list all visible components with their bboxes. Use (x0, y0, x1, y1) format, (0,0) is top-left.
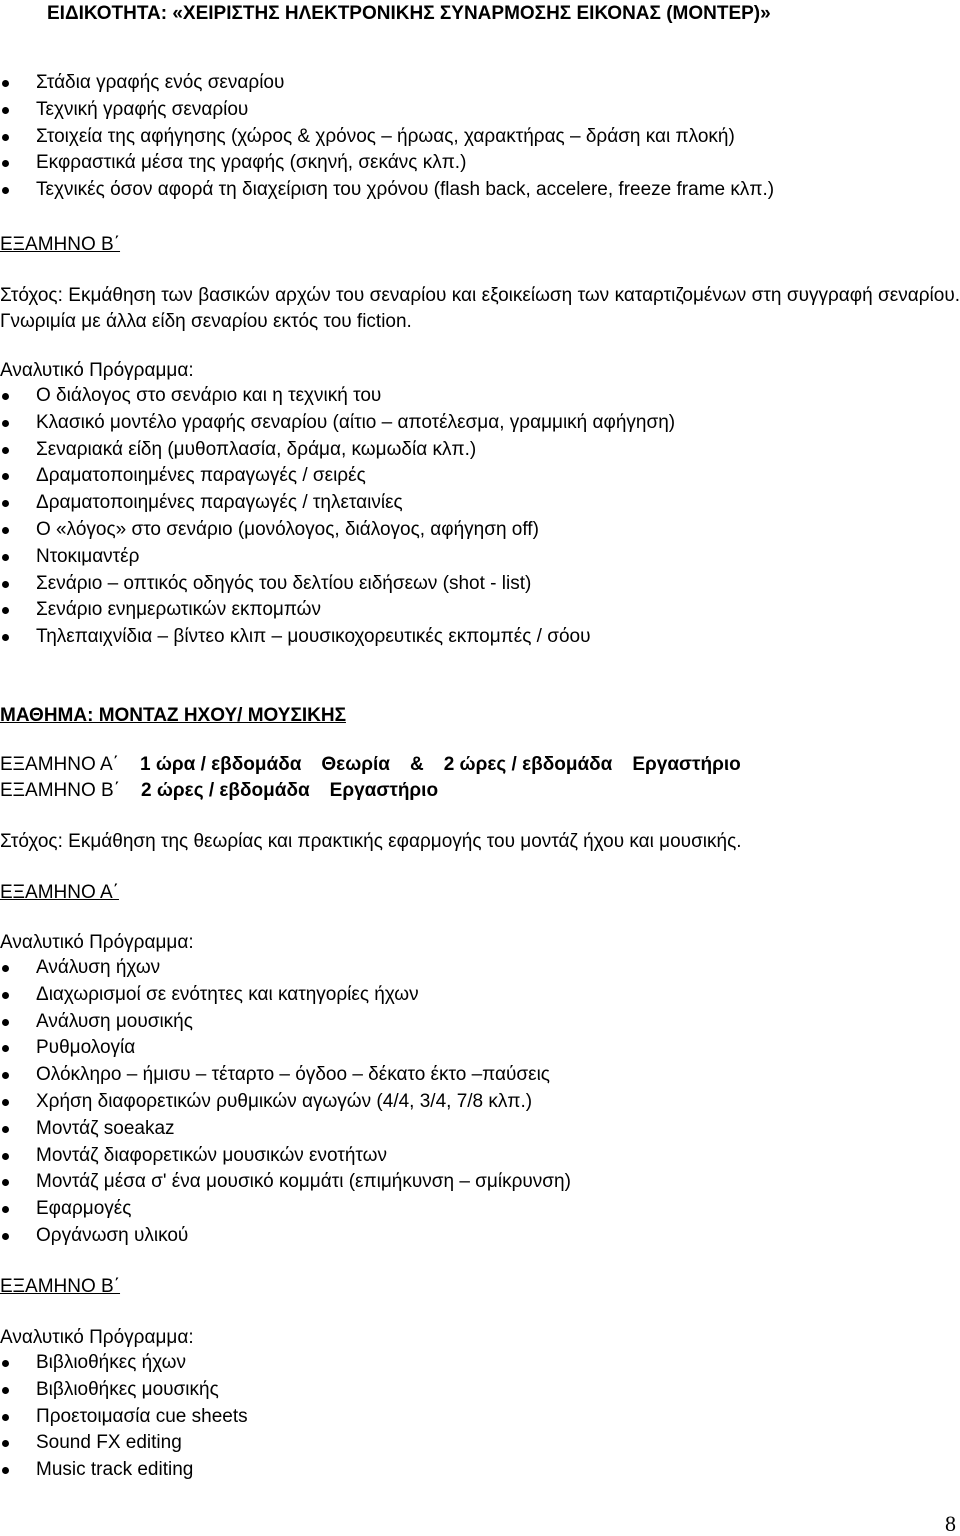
bullet-icon (2, 1440, 9, 1447)
list-item-text: Σεναριακά είδη (μυθοπλασία, δράμα, κωμωδία κλπ.) (36, 438, 477, 460)
list-item (0, 1223, 571, 1250)
bullet-icon (2, 1467, 9, 1474)
list-item-text: Ανάλυση ήχων (36, 957, 161, 978)
list-item-text: Διαχωρισμοί σε ενότητες και κατηγορίες ήχων (36, 983, 419, 1005)
list-item (0, 982, 571, 1009)
list-item-text: Μοντάζ διαφορετικών μουσικών ενοτήτων (36, 1144, 387, 1166)
list-item-text: Χρήση διαφορετικών ρυθμικών αγωγών (4/4, 3/4, 7/8 κλπ.) (36, 1090, 533, 1112)
list-item (0, 1062, 571, 1089)
list-item-text: Ντοκιμαντέρ (36, 545, 140, 567)
program-label: Αναλυτικό Πρόγραμμα: (0, 1327, 194, 1348)
ampersand: & (409, 754, 424, 775)
bullet-icon (2, 1099, 9, 1106)
bullet-icon (2, 1206, 9, 1213)
bullet-icon (2, 134, 9, 141)
list-item (0, 597, 675, 624)
list-item (0, 544, 675, 571)
list-item (0, 437, 675, 464)
bullet-icon (2, 1019, 9, 1026)
goal-label: Στόχος: (0, 831, 63, 852)
list-item (0, 1143, 571, 1170)
course-goal (0, 828, 742, 855)
list-item (0, 463, 675, 490)
sound-program-b-list (0, 1350, 248, 1484)
list-item-text: Μοντάζ soeakaz (36, 1117, 175, 1139)
sound-program-a-list (0, 955, 571, 1250)
list-item (0, 70, 774, 97)
list-item (0, 1035, 571, 1062)
list-item-text: Δραματοποιημένες παραγωγές / σειρές (36, 465, 366, 487)
bullet-icon (2, 527, 9, 534)
list-item-text: Τηλεπαιχνίδια – βίντεο κλιπ – μουσικοχορευτικές εκπομπές / σόου (36, 626, 591, 648)
bullet-icon (2, 607, 9, 614)
list-item (0, 410, 675, 437)
semester-b-heading: ΕΞΑΜΗΝΟ Β΄ (0, 1276, 121, 1297)
list-item-text: Ο διάλογος στο σενάριο και η τεχνική του (36, 385, 382, 406)
list-item-text: Ολόκληρο – ήμισυ – τέταρτο – όγδοο – δέκατο έκτο –παύσεις (36, 1064, 550, 1086)
list-item (0, 955, 571, 982)
list-item (0, 1350, 248, 1377)
list-item-text: Εκφραστικά μέσα της γραφής (σκηνή, σεκάνς κλπ.) (36, 152, 467, 174)
list-item (0, 1196, 571, 1223)
bullet-icon (2, 1153, 9, 1160)
list-item (0, 150, 774, 177)
list-item-text: Βιβλιοθήκες ήχων (36, 1352, 187, 1373)
bullet-icon (2, 1414, 9, 1421)
list-item (0, 1009, 571, 1036)
list-item-text: Sound FX editing (36, 1432, 182, 1454)
program-label: Αναλυτικό Πρόγραμμα: (0, 360, 194, 381)
list-item-text: Ρυθμολογία (36, 1037, 136, 1059)
goal-text: Εκμάθηση της θεωρίας και πρακτικής εφαρμογής του μοντάζ ήχου και μουσικής. (62, 831, 742, 852)
list-item (0, 177, 774, 204)
lab-label: Εργαστήριο (632, 754, 741, 775)
bullet-icon (2, 107, 9, 114)
semester-b-hours-row (0, 777, 438, 804)
list-item-text: Ο «λόγος» στο σενάριο (μονόλογος, διάλογος, αφήγηση off) (36, 518, 539, 540)
goal-label: Στόχος: (0, 285, 63, 306)
course-title: ΜΑΘΗΜΑ: ΜΟΝΤΑΖ ΗΧΟΥ/ ΜΟΥΣΙΚΗΣ (0, 705, 346, 726)
bullet-icon (2, 581, 9, 588)
list-item (0, 97, 774, 124)
list-item (0, 517, 675, 544)
list-item (0, 1377, 248, 1404)
semester-a-heading: ΕΞΑΜΗΝΟ Α΄ (0, 882, 119, 903)
bullet-icon (2, 554, 9, 561)
list-item-text: Σενάριο ενημερωτικών εκπομπών (36, 599, 322, 621)
list-item (0, 1116, 571, 1143)
bullet-icon (2, 1179, 9, 1186)
bullet-icon (2, 393, 9, 400)
semester-a-hours-theory: 1 ώρα / εβδομάδα (139, 754, 302, 775)
semester-b-heading: ΕΞΑΜΗΝΟ Β΄ (0, 234, 121, 255)
semester-a-hours-lab: 2 ώρες / εβδομάδα (443, 754, 613, 775)
page-header: ΕΙΔΙΚΟΤΗΤΑ: «ΧΕΙΡΙΣΤΗΣ ΗΛΕΚΤΡΟΝΙΚΗΣ ΣΥΝΑΡΜΟΣΗΣ ΕΙΚΟΝΑΣ (ΜΟΝΤΕΡ)» (47, 3, 771, 24)
list-item-text: Στοιχεία της αφήγησης (χώρος & χρόνος – ήρωας, χαρακτήρας – δράση και πλοκή) (36, 125, 735, 147)
list-item-text: Δραματοποιημένες παραγωγές / τηλεταινίες (36, 492, 403, 514)
bullet-icon (2, 80, 9, 87)
bullet-icon (2, 187, 9, 194)
list-item-text: Οργάνωση υλικού (36, 1224, 189, 1246)
list-item (0, 1169, 571, 1196)
screenplay-topics-list (0, 70, 774, 204)
list-item (0, 571, 675, 598)
bullet-icon (2, 1387, 9, 1394)
bullet-icon (2, 420, 9, 427)
semester-b-goal (0, 283, 960, 335)
list-item-text: Ανάλυση μουσικής (36, 1010, 193, 1032)
list-item-text: Εφαρμογές (36, 1198, 132, 1220)
list-item (0, 124, 774, 151)
bullet-icon (2, 1360, 9, 1367)
bullet-icon (2, 634, 9, 641)
bullet-icon (2, 1045, 9, 1052)
list-item-text: Music track editing (36, 1459, 194, 1481)
bullet-icon (2, 447, 9, 454)
semester-b-hours-lab: 2 ώρες / εβδομάδα (141, 780, 310, 801)
bullet-icon (2, 965, 9, 972)
list-item-text: Προετοιμασία cue sheets (36, 1405, 248, 1427)
bullet-icon (2, 500, 9, 507)
theory-label: Θεωρία (321, 754, 390, 775)
list-item (0, 1404, 248, 1431)
program-label: Αναλυτικό Πρόγραμμα: (0, 932, 194, 953)
bullet-icon (2, 160, 9, 167)
list-item (0, 490, 675, 517)
bullet-icon (2, 1072, 9, 1079)
list-item (0, 624, 675, 651)
page-number: 8 (945, 1511, 956, 1536)
bullet-icon (2, 473, 9, 480)
goal-text: Εκμάθηση των βασικών αρχών του σεναρίου και εξοικείωση των καταρτιζομένων στη συγγραφή σεναρίου. Γνωριμία με άλλα είδη σεναρίου εκτός του fiction. (0, 285, 960, 332)
list-item (0, 1457, 248, 1484)
list-item-text: Σενάριο – οπτικός οδηγός του δελτίου ειδήσεων (shot - list) (36, 572, 532, 594)
list-item (0, 1430, 248, 1457)
lab-label: Εργαστήριο (329, 780, 439, 801)
semester-b-label: ΕΞΑΜΗΝΟ Β΄ (0, 780, 121, 801)
list-item-text: Κλασικό μοντέλο γραφής σεναρίου (αίτιο – αποτέλεσμα, γραμμική αφήγηση) (36, 411, 676, 433)
bullet-icon (2, 1126, 9, 1133)
list-item (0, 383, 675, 410)
screenplay-program-list (0, 383, 675, 651)
list-item-text: Μοντάζ μέσα σ' ένα μουσικό κομμάτι (επιμήκυνση – σμίκρυνση) (36, 1171, 571, 1193)
list-item-text: Τεχνικές όσον αφορά τη διαχείριση του χρόνου (flash back, accelere, freeze frame κλπ.) (36, 179, 775, 201)
list-item-text: Στάδια γραφής ενός σεναρίου (36, 72, 285, 93)
bullet-icon (2, 1233, 9, 1240)
semester-a-hours-row (0, 751, 741, 778)
list-item-text: Τεχνική γραφής σεναρίου (36, 98, 249, 120)
semester-a-label: ΕΞΑΜΗΝΟ Α΄ (0, 754, 119, 775)
list-item-text: Βιβλιοθήκες μουσικής (36, 1378, 219, 1400)
list-item (0, 1089, 571, 1116)
bullet-icon (2, 992, 9, 999)
